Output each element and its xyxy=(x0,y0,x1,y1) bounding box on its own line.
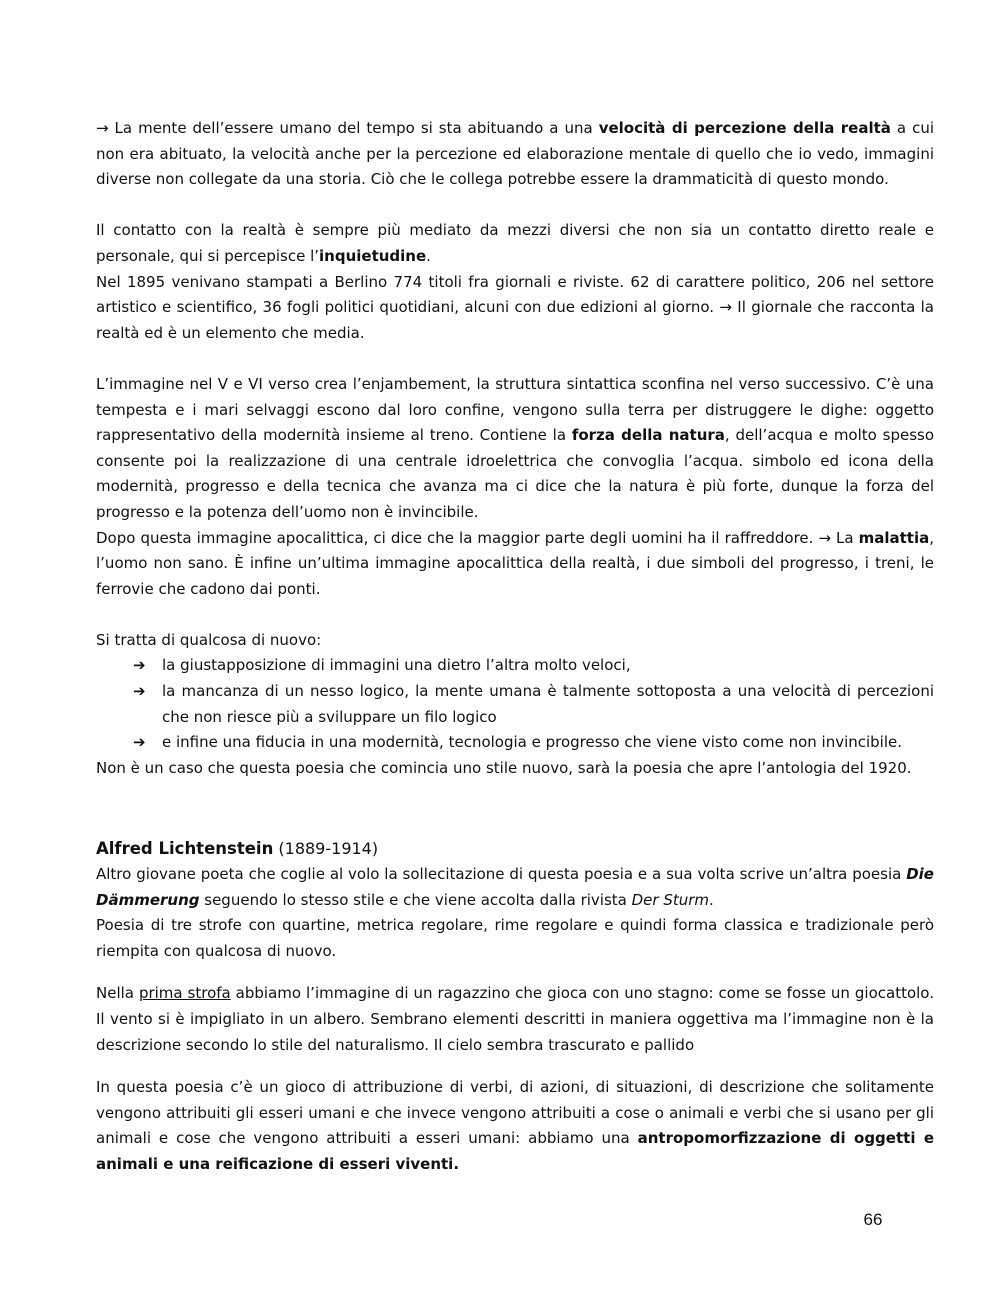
paragraph-anthology: Non è un caso che questa poesia che comincia uno stile nuovo, sarà la poesia che apre l’antologia del 1920. xyxy=(96,758,912,777)
spacer xyxy=(96,1058,934,1075)
list-item xyxy=(96,679,934,730)
list-item-text: e infine una fiducia in una modernità, tecnologia e progresso che viene visto come non invincibile. xyxy=(162,733,903,752)
bold-text: antropomorfizzazione di oggetti e animali e una reificazione di esseri viventi. xyxy=(96,1129,935,1173)
paragraph-image xyxy=(96,372,934,526)
bold-text: malattia xyxy=(858,528,930,547)
page-number: 66 xyxy=(863,1210,883,1229)
text: Altro giovane poeta che coglie al volo la sollecitazione di questa poesia e a sua volta scrive un’altra poesia xyxy=(96,865,907,884)
text: Dopo questa immagine apocalittica, ci dice che la maggior parte degli uomini ha il raffreddore. → La xyxy=(96,528,859,547)
spacer xyxy=(96,602,934,628)
text: In questa poesia c’è un gioco di attribuzione di verbi, di azioni, di situazioni, di descrizione che solitamente vengono attribuiti gli esseri umani e che invece vengono attribuiti a cose o animali e verbi che si usano per gli animali e cose che vengono attribuiti a esseri umani: abbiamo una xyxy=(96,1078,934,1148)
text: . xyxy=(709,890,714,909)
author-name: Alfred Lichtenstein xyxy=(96,839,274,859)
magazine-title: Der Sturm xyxy=(631,890,710,909)
text: , dell’acqua e molto spesso consente poi la realizzazione di una centrale idroelettrica che convoglia l’acqua. simbolo ed icona della modernità, progresso e della tecnica che avanza ma ci dice che la natura è più forte, dunque la forza del progresso e la potenza dell’uomo non è invincibile. xyxy=(96,426,935,521)
underlined-text: prima strofa xyxy=(138,984,231,1003)
arrow-list xyxy=(96,653,934,755)
section-heading xyxy=(96,836,934,862)
list-item-text: la mancanza di un nesso logico, la mente umana è talmente sottoposta a una velocità di percezioni che non riesce più a sviluppare un filo logico xyxy=(162,682,934,726)
text: → La mente dell’essere umano del tempo si sta abituando a una xyxy=(96,119,599,137)
paragraph-poet xyxy=(96,862,934,913)
spacer xyxy=(96,193,934,219)
paragraph-contact xyxy=(96,218,934,269)
text: abbiamo l’immagine di un ragazzino che gioca con uno stagno: come se fosse un giocattolo. Il vento si è impigliato in un albero. Sembrano elementi descritti in maniera oggettiva ma l’immagine non è la descrizione secondo lo stile del naturalismo. Il cielo sembra trascurato e pallido xyxy=(96,984,934,1054)
spacer xyxy=(96,346,934,372)
paragraph-perception xyxy=(96,116,934,193)
text: a cui non era abituato, la velocità anche per la percezione ed elaborazione mentale di quello che io vedo, immagini diverse non collegate da una storia. Ciò che le collega potrebbe essere la drammaticità di questo mondo. xyxy=(96,119,934,189)
bold-text: forza della natura xyxy=(571,426,725,445)
author-dates: (1889-1914) xyxy=(273,839,379,859)
paragraph-structure: Poesia di tre strofe con quartine, metrica regolare, rime regolare e quindi forma classica e tradizionale però riempita con qualcosa di nuovo. xyxy=(96,916,934,960)
paragraph-attribution xyxy=(96,1075,934,1177)
paragraph-first-stanza xyxy=(96,981,934,1058)
spacer xyxy=(96,781,934,836)
poem-title: Die Dämmerung xyxy=(96,865,934,909)
bold-text: velocità di percezione della realtà xyxy=(598,119,891,137)
text: seguendo lo stesso stile e che viene accolta dalla rivista xyxy=(199,890,632,909)
bold-text: inquietudine xyxy=(319,246,427,265)
text: . xyxy=(426,246,431,265)
text: Nella xyxy=(96,984,139,1003)
arrow-icon: ➔ xyxy=(133,682,146,701)
paragraph-new: Si tratta di qualcosa di nuovo: xyxy=(96,630,322,649)
arrow-icon: ➔ xyxy=(133,656,146,675)
text: L’immagine nel V e VI verso crea l’enjambement, la struttura sintattica sconfina nel verso successivo. C’è una tempesta e i mari selvaggi escono dal loro confine, vengono sulla terra per distruggere le dighe: oggetto rappresentativo della modernità insieme al treno. Contiene la xyxy=(96,374,934,445)
list-item-text: la giustapposizione di immagini una dietro l’altra molto veloci, xyxy=(162,656,631,675)
list-item xyxy=(96,653,934,679)
list-item xyxy=(96,730,934,756)
text: , l’uomo non sano. È infine un’ultima immagine apocalittica della realtà, i due simboli del progresso, i treni, le ferrovie che cadono dai ponti. xyxy=(96,528,934,598)
document-page xyxy=(96,116,934,1178)
paragraph-apocalyptic xyxy=(96,526,934,603)
text: Il contatto con la realtà è sempre più mediato da mezzi diversi che non sia un contatto diretto reale e personale, qui si percepisce l’ xyxy=(96,221,934,265)
paragraph-berlin: Nel 1895 venivano stampati a Berlino 774 titoli fra giornali e riviste. 62 di carattere politico, 206 nel settore artistico e scientifico, 36 fogli politici quotidiani, alcuni con due edizioni al giorno. → Il giornale che racconta la realtà ed è un elemento che media. xyxy=(96,272,934,342)
arrow-icon: ➔ xyxy=(133,733,146,752)
spacer xyxy=(96,964,934,981)
